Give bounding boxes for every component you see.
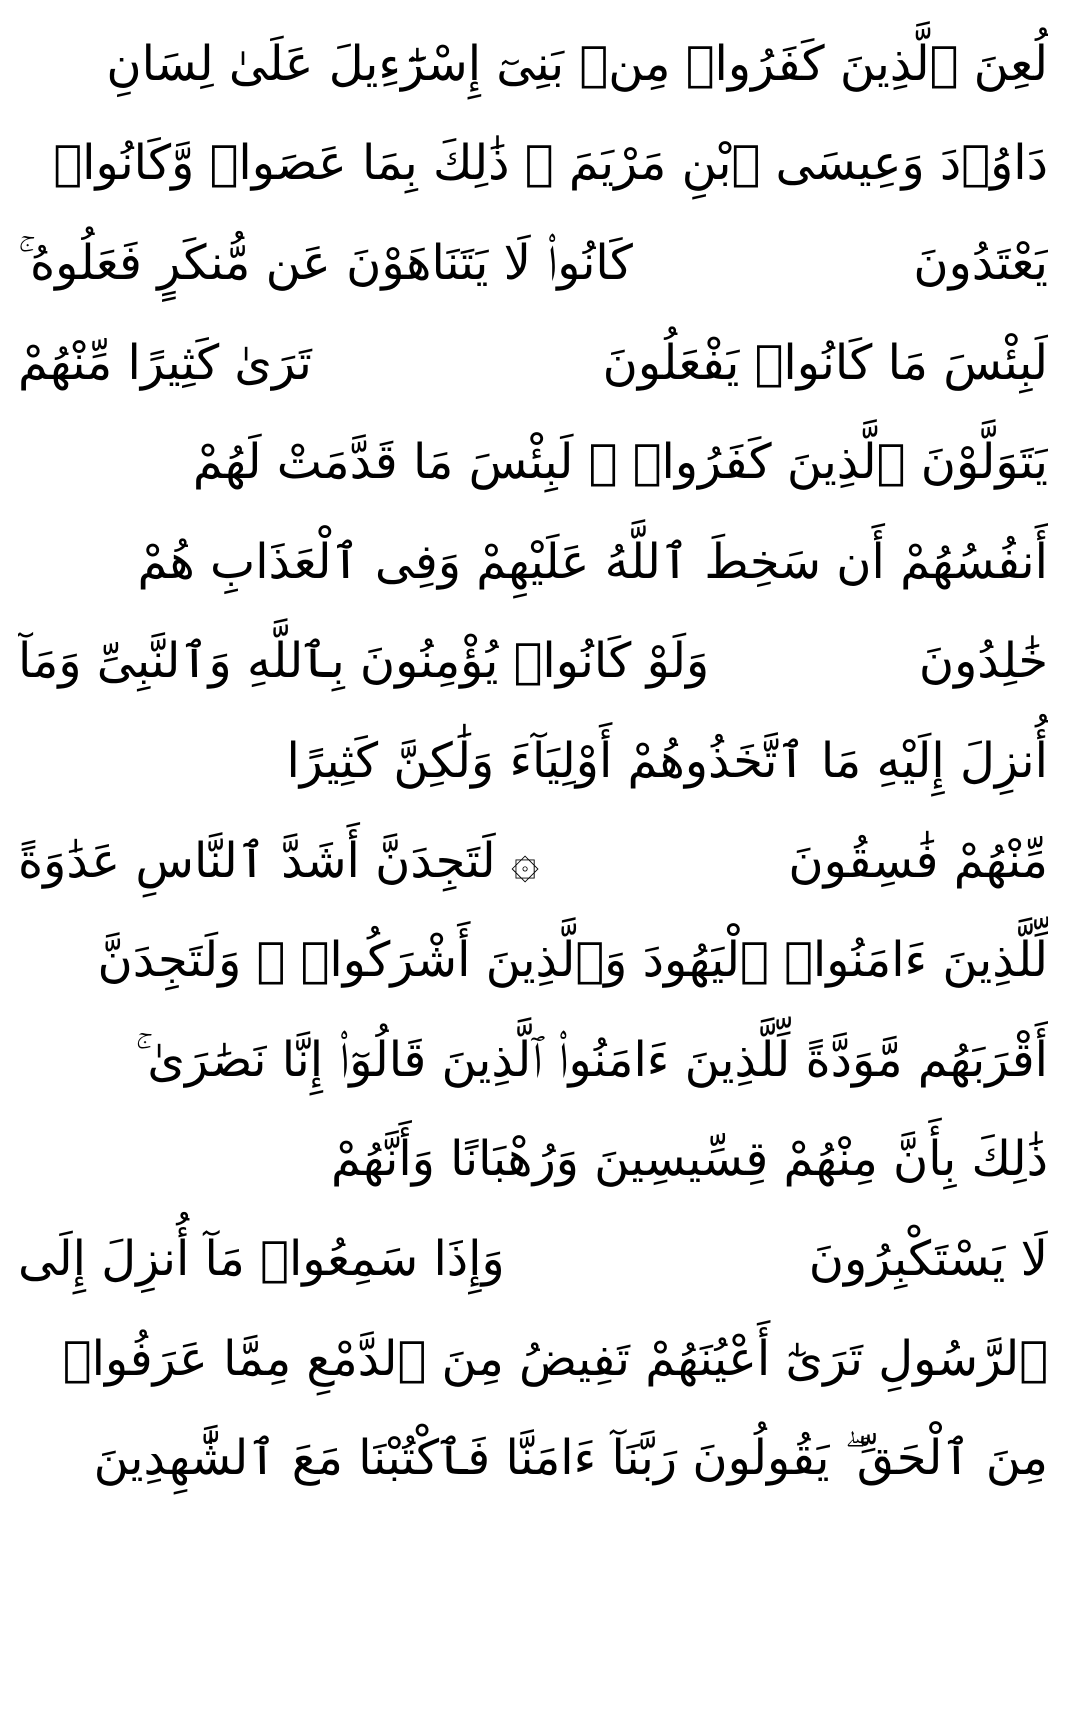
- verse-end-text: يَعْتَدُونَ: [913, 234, 1048, 291]
- text-line-6: [18, 512, 1048, 612]
- verse-text: أَنفُسُهُمْ أَن سَخِطَ ٱللَّهُ عَلَيْهِمْ وَفِى ٱلْعَذَابِ هُمْ: [137, 533, 1048, 590]
- text-line-1: [18, 14, 1048, 114]
- verse-start-text: وَإِذَا سَمِعُوا۟ مَآ أُنزِلَ إِلَى: [18, 1230, 505, 1287]
- text-line-15: [18, 1408, 1048, 1508]
- text-line-7: [18, 612, 1048, 712]
- verse-text: لُعِنَ ٱلَّذِينَ كَفَرُوا۟ مِنۢ بَنِىٓ إِسْرَٰٓءِيلَ عَلَىٰ لِسَانِ: [106, 35, 1048, 92]
- verse-start-text: كَانُوا۟ لَا يَتَنَاهَوْنَ عَن مُّنكَرٍ فَعَلُوهُ ۚ: [18, 234, 633, 291]
- verse-start-text: ۞ لَتَجِدَنَّ أَشَدَّ ٱلنَّاسِ عَدَٰوَةً: [18, 832, 540, 889]
- verse-text: أُنزِلَ إِلَيْهِ مَا ٱتَّخَذُوهُمْ أَوْلِيَآءَ وَلَٰكِنَّ كَثِيرًا: [286, 732, 1048, 789]
- verse-end-text: لَبِئْسَ مَا كَانُوا۟ يَفْعَلُونَ: [602, 334, 1048, 391]
- verse-start-text: تَرَىٰ كَثِيرًا مِّنْهُمْ: [18, 334, 312, 391]
- verse-text: دَاوُۥدَ وَعِيسَى ٱبْنِ مَرْيَمَ ۚ ذَٰلِكَ بِمَا عَصَوا۟ وَّكَانُوا۟: [53, 135, 1048, 192]
- text-line-2: [18, 114, 1048, 214]
- text-line-9: [18, 811, 1048, 911]
- text-line-10: [18, 910, 1048, 1010]
- verse-text: أَقْرَبَهُم مَّوَدَّةً لِّلَّذِينَ ءَامَنُوا۟ ٱلَّذِينَ قَالُوٓا۟ إِنَّا نَصَٰرَىٰ ۚ: [135, 1031, 1048, 1088]
- text-line-4: [18, 313, 1048, 413]
- verse-text: ٱلرَّسُولِ تَرَىٰٓ أَعْيُنَهُمْ تَفِيضُ مِنَ ٱلدَّمْعِ مِمَّا عَرَفُوا۟: [62, 1330, 1048, 1387]
- verse-start-text: وَلَوْ كَانُوا۟ يُؤْمِنُونَ بِٱللَّهِ وَٱلنَّبِىِّ وَمَآ: [18, 633, 710, 690]
- text-line-14: [18, 1309, 1048, 1409]
- verse-text: مِنَ ٱلْحَقِّ ۖ يَقُولُونَ رَبَّنَآ ءَامَنَّا فَٱكْتُبْنَا مَعَ ٱلشَّٰهِدِينَ: [93, 1430, 1048, 1487]
- text-line-12: [18, 1110, 1048, 1210]
- text-line-13: [18, 1209, 1048, 1309]
- verse-text: يَتَوَلَّوْنَ ٱلَّذِينَ كَفَرُوا۟ ۚ لَبِئْسَ مَا قَدَّمَتْ لَهُمْ: [192, 434, 1048, 491]
- text-line-11: [18, 1010, 1048, 1110]
- verse-end-text: لَا يَسْتَكْبِرُونَ: [808, 1230, 1048, 1287]
- verse-end-text: خَٰلِدُونَ: [918, 633, 1048, 690]
- text-line-5: [18, 412, 1048, 512]
- verse-text: ذَٰلِكَ بِأَنَّ مِنْهُمْ قِسِّيسِينَ وَرُهْبَانًا وَأَنَّهُمْ: [330, 1131, 1048, 1188]
- text-line-3: [18, 213, 1048, 313]
- verse-text: لِّلَّذِينَ ءَامَنُوا۟ ٱلْيَهُودَ وَٱلَّذِينَ أَشْرَكُوا۟ ۖ وَلَتَجِدَنَّ: [97, 932, 1048, 989]
- verse-end-text: مِّنْهُمْ فَٰسِقُونَ: [788, 832, 1048, 889]
- text-line-8: [18, 711, 1048, 811]
